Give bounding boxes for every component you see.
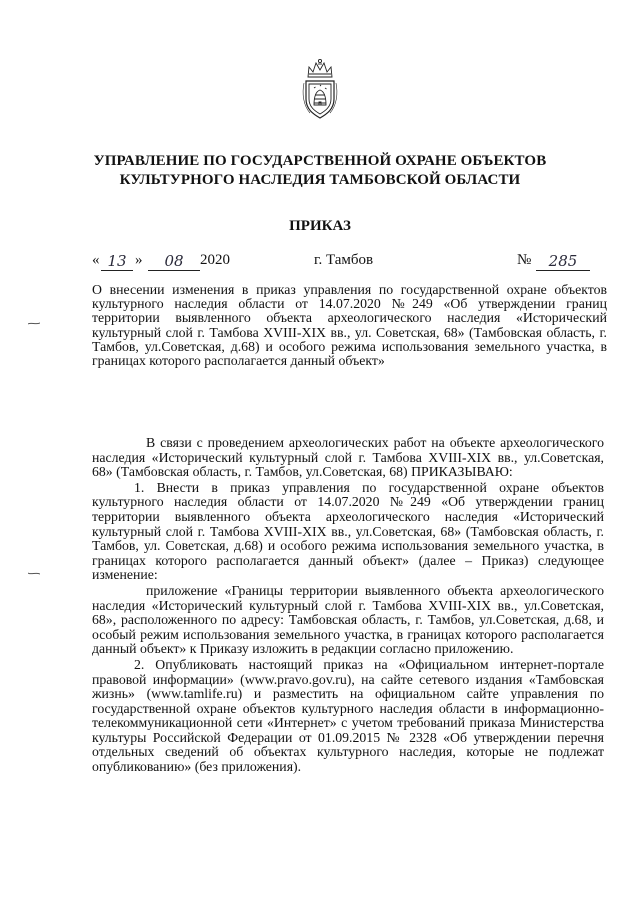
date-quote-open: «	[92, 252, 100, 268]
number-label: №	[517, 252, 532, 268]
scan-mark-icon	[28, 572, 40, 575]
order-number: 285	[536, 252, 590, 271]
date-day: 13	[101, 252, 133, 271]
organization-name-line-1: УПРАВЛЕНИЕ ПО ГОСУДАРСТВЕННОЙ ОХРАНЕ ОБЪЕКТОВ	[93, 153, 547, 169]
scan-mark-icon	[28, 322, 40, 325]
item-2-paragraph: 2. Опубликовать настоящий приказ на «Официальном интернет-портале правовой информации» (www.pravo.gov.ru), на сайте сетевого издания «Тамбовская жизнь» (www.tamlife.ru) и разместить на официальном сайте управления по государственной охране объектов культурного наследия области в информационно-телекоммуникационной сети «Интернет» с учетом требований приказа Министерства культуры Российской Федерации от 01.09.2015 № 2328 «Об утверждении перечня отдельных сведений об объектах культурного наследия, которые не подлежат опубликованию» (без приложения).	[92, 656, 604, 775]
date-year: 2020	[200, 252, 230, 268]
date-quote-close: »	[135, 252, 143, 268]
item-1-paragraph: 1. Внести в приказ управления по государственной охране объектов культурного наследия области от 14.07.2020 №249 «Об утверждении границ территории выявленного объекта археологического наследия «Исторический культурный слой г. Тамбова XVIII-XIX вв., ул.Советская, 68» (Тамбовская область, г. Тамбов, ул. Советская, д.68) и особого режима использования земельного участка, в границах которого располагается данный объект» (далее – Приказ) следующее изменение:	[92, 479, 604, 583]
order-subject: О внесении изменения в приказ управления по государственной охране объектов культурного наследия области от 14.07.2020 №249 «Об утверждении границ территории выявленного объекта археологического наследия «Исторический культурный слой г. Тамбова XVIII-XIX вв., ул. Советская, 68» (Тамбовская область, г. Тамбов, ул.Советская, д.68) и особого режима использования земельного участка, в границах которого располагается данный объект»	[92, 282, 607, 369]
date-month: 08	[148, 252, 200, 271]
item-1-change-paragraph: приложение «Границы территории выявленного объекта археологического наследия «Исторический культурный слой г. Тамбова XVIII-XIX вв., ул.Советская, 68», расположенного по адресу: Тамбовская область, г. Тамбов, ул.Советская, д.68, и особый режим использования земельного участка, в границах которого располагается данный объект» к Приказу изложить в редакции согласно приложению.	[92, 582, 604, 657]
organization-name	[60, 152, 580, 190]
organization-name-line-2: КУЛЬТУРНОГО НАСЛЕДИЯ ТАМБОВСКОЙ ОБЛАСТИ	[119, 172, 521, 188]
document-type-title: ПРИКАЗ	[289, 218, 351, 234]
tambov-coat-of-arms-icon	[300, 55, 340, 121]
preamble-paragraph: В связи с проведением археологических работ на объекте археологического наследия «Исторический культурный слой г. Тамбова XVIII-XIX вв., ул.Советская, 68» (Тамбовская область, г. Тамбов, ул.Советская, 68) ПРИКАЗЫВАЮ:	[92, 435, 604, 480]
date-number-line	[92, 252, 590, 274]
city-name: г. Тамбов	[314, 252, 374, 268]
order-body	[92, 436, 604, 775]
